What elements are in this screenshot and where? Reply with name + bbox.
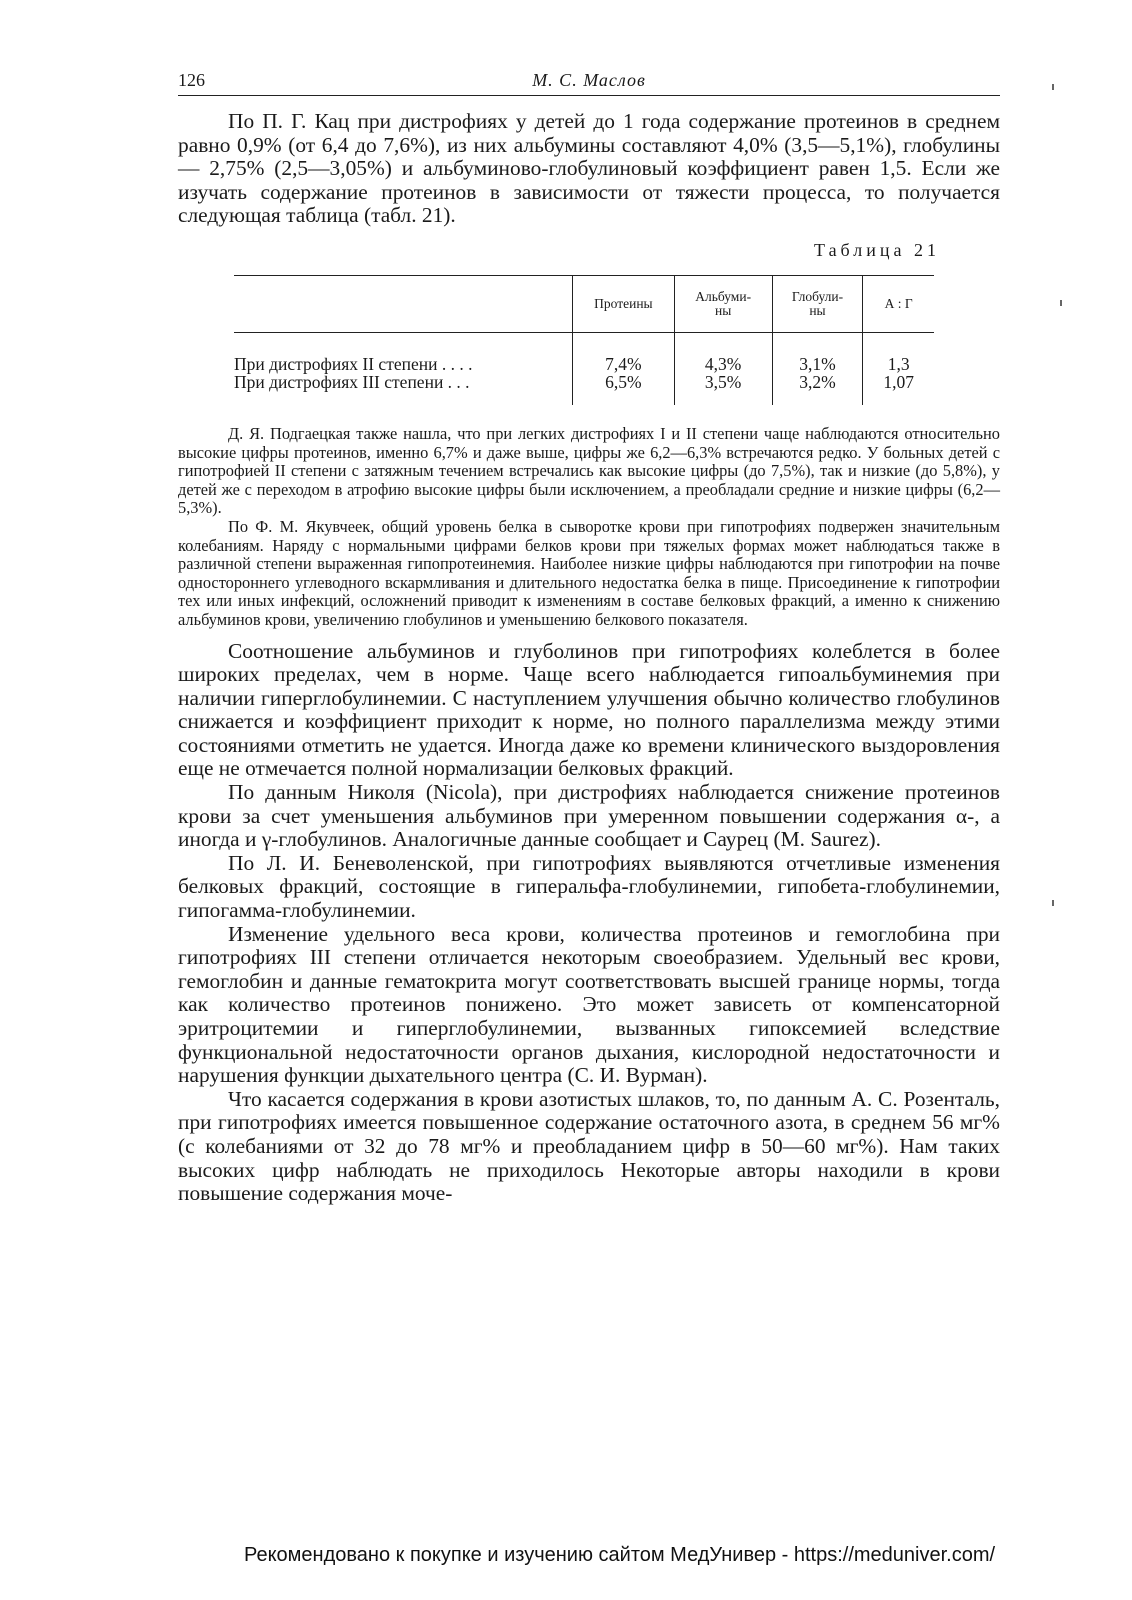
table-cell: 6,5% [573,373,675,405]
table-cell: 3,2% [772,373,863,405]
scan-mark [1052,900,1054,906]
table-header-row [234,275,934,332]
table-row [234,373,934,405]
table-cell: При дистрофиях III степени . . . [234,371,470,392]
paragraph: Изменение удельного веса крови, количества протеинов и гемоглобина при гипотрофиях III степени отличается некоторым своеобразием. Удельный вес крови, гемоглобин и данные гематокрита могут соответствовать высшей границе нормы, тогда как количество протеинов понижено. Это может зависеть от компенсаторной эритроцитемии и гиперглобулинемии, вызванных гипоксемией вследствие функциональной недостаточности органов дыхания, кислородной недостаточности и нарушения функции дыхательного центра (С. И. Вурман). [178,921,1000,1088]
paragraph: Соотношение альбуминов и глуболинов при гипотрофиях колеблется в более широких пределах, чем в норме. Чаще всего наблюдается гипоальбуминемия при наличии гиперглобулинемии. С наступлением улучшения обычно количество глобулинов снижается и коэффициент приходит к норме, но полного параллелизма между этими состояниями отметить не удается. Иногда даже ко времени клинического выздоровления еще не отмечается полной нормализации белковых фракций. [178,638,1000,781]
table-spacer-row [234,332,934,355]
paragraph: По Л. И. Беневоленской, при гипотрофиях выявляются отчетливые изменения белковых фракций, состоящие в гиперальфа-глобулинемии, гипобета-глобулинемии, гипогамма-глобулинемии. [178,850,1000,923]
small-paragraph: По Ф. М. Якувчеек, общий уровень белка в сыворотке крови при гипотрофиях подвержен значительным колебаниям. Наряду с нормальными цифрами белков крови при тяжелых формах может наблюдаться также в различной степени выраженная гипопротеинемия. Наиболее низкие цифры наблюдаются при гипотрофии на почве одностороннего углеводного вскармливания и длительного недостатка белка в пище. Присоединение к гипотрофии тех или иных инфекций, осложнений приводит к изменениям в составе белковых фракций, а именно к снижению альбуминов крови, увеличению глобулинов и уменьшению белкового показателя. [178,516,1000,629]
table-cell: 3,1% [772,355,863,373]
table-header-cell: А : Г [863,275,934,332]
table-cell: 7,4% [573,355,675,373]
footer-watermark: Рекомендовано к покупке и изучению сайтом МедУнивер - https://meduniver.com/ [244,1544,996,1566]
scan-mark [1060,300,1062,306]
table-cell: 1,07 [863,373,934,405]
running-author: М. С. Маслов [532,70,646,90]
table-row [234,355,934,373]
table-caption: Таблица 21 [814,239,940,260]
table-header-cell: Альбуми- ны [674,275,772,332]
small-paragraph: Д. Я. Подгаецкая также нашла, что при легких дистрофиях I и II степени чаще наблюдаются относительно высокие цифры протеинов, именно 6,7% и даже выше, цифры же 6,2—6,3% встречаются редко. У больных детей с гипотрофией II степени с затяжным течением встречались как высокие цифры (до 7,5%), так и низкие (до 5,8%), у детей же с переходом в атрофию высокие цифры были исключением, а преобладали средние и низкие цифры (6,2—5,3%). [178,423,1000,518]
paragraph: По данным Николя (Nicola), при дистрофиях наблюдается снижение протеинов крови за счет уменьшения альбуминов при умеренном повышении содержания α-, а иногда и γ-глобулинов. Аналогичные данные сообщает и Саурец (M. Saurez). [178,780,1000,852]
table-header-cell [234,275,573,332]
paragraph-intro: По П. Г. Кац при дистрофиях у детей до 1 года содержание протеинов в среднем равно 0,9% (от 6,4 до 7,6%), из них альбумины составляют 4,0% (3,5—5,1%), глобулины — 2,75% (2,5—3,05%) и альбуминово-глобулиновый коэффициент равен 1,5. Если же изучать содержание протеинов в зависимости от тяжести процесса, то получается следующая таблица (табл. 21). [178,109,1000,228]
table-cell: 3,5% [674,373,772,405]
paragraph: Что касается содержания в крови азотистых шлаков, то, по данным А. С. Розенталь, при гипотрофиях имеется повышенное содержание остаточного азота, в среднем 56 мг% (с колебаниями от 32 до 78 мг% и преобладанием цифр в 50—60 мг%). Нам таких высоких цифр наблюдать не приходилось Некоторые авторы находили в крови повышение содержания моче- [178,1086,1000,1206]
table-header-cell: Глобули- ны [772,275,863,332]
data-table [234,275,934,405]
page-number: 126 [178,70,205,90]
scan-mark [1052,84,1054,90]
page-content [178,70,1000,1206]
table-cell: При дистрофиях II степени . . . . [234,353,473,374]
running-header [178,70,1000,96]
table-cell: 1,3 [863,355,934,373]
table-header-cell: Протеины [573,275,675,332]
table-cell: 4,3% [674,355,772,373]
